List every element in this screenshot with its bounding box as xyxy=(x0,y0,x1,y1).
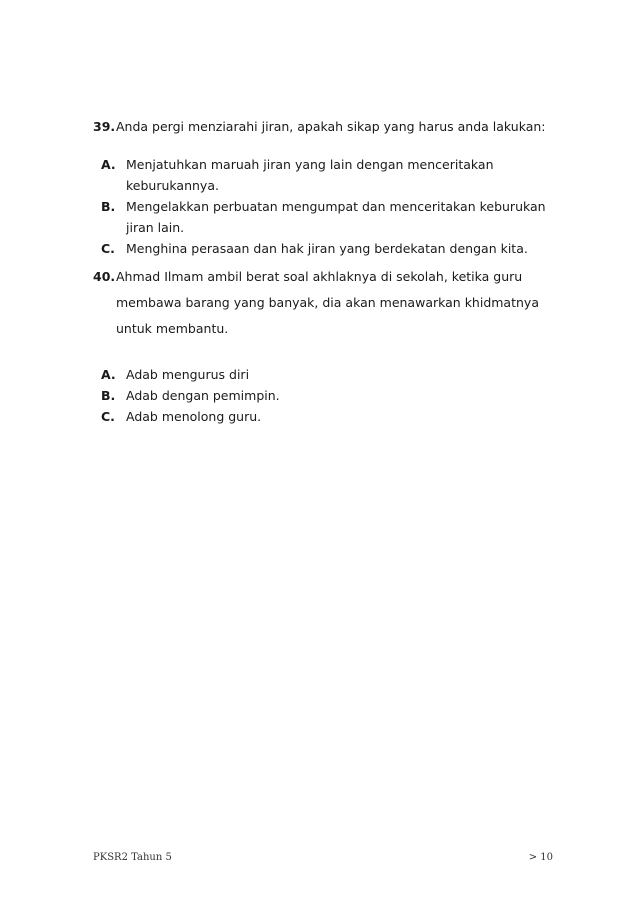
option-a xyxy=(101,364,553,385)
option-text: Adab mengurus diri xyxy=(126,367,250,382)
question-text: Anda pergi menziarahi jiran, apakah sikap yang harus anda lakukan: xyxy=(116,119,546,134)
option-text: Menghina perasaan dan hak jiran yang berdekatan dengan kita. xyxy=(126,241,528,256)
option-text: Adab menolong guru. xyxy=(126,409,262,424)
option-list xyxy=(93,154,553,259)
option-letter: C. xyxy=(101,409,115,424)
option-letter: A. xyxy=(101,367,116,382)
question-stem xyxy=(93,114,553,140)
footer-title: PKSR2 Tahun 5 xyxy=(93,852,172,863)
option-letter: C. xyxy=(101,241,115,256)
option-b xyxy=(101,385,553,406)
option-c xyxy=(101,406,553,427)
option-text: Mengelakkan perbuatan mengumpat dan menceritakan keburukan jiran lain. xyxy=(126,199,546,235)
option-letter: B. xyxy=(101,199,116,214)
question-text: Ahmad Ilmam ambil berat soal akhlaknya di sekolah, ketika guru membawa barang yang banyak, dia akan menawarkan khidmatnya untuk membantu. xyxy=(116,269,539,336)
option-b xyxy=(101,196,553,238)
question-stem xyxy=(93,264,553,342)
option-text: Adab dengan pemimpin. xyxy=(126,388,280,403)
option-a xyxy=(101,154,553,196)
question-40 xyxy=(93,264,553,427)
question-number: 39. xyxy=(93,119,116,134)
page-number: > 10 xyxy=(528,852,553,863)
option-text: Menjatuhkan maruah jiran yang lain dengan menceritakan keburukannya. xyxy=(126,157,494,193)
option-letter: B. xyxy=(101,388,116,403)
question-39 xyxy=(93,114,553,259)
question-number: 40. xyxy=(93,269,116,284)
option-list xyxy=(93,364,553,427)
option-letter: A. xyxy=(101,157,116,172)
option-c xyxy=(101,238,553,259)
